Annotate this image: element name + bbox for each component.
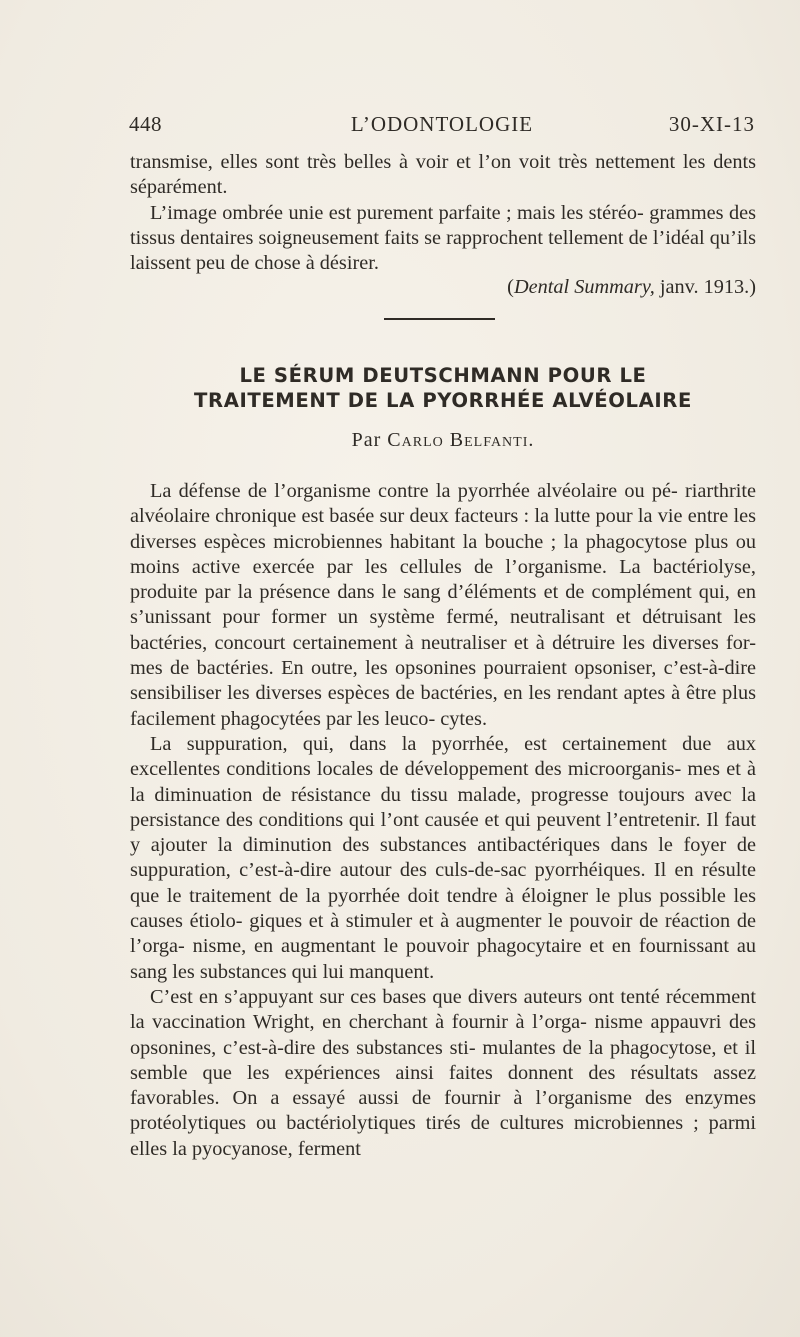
section-divider <box>384 318 495 320</box>
text-line: c’est-à-dire sensibiliser les diverses espèces de bactéries, en les <box>130 657 756 705</box>
text-line: giques et à stimuler et à augmenter le pouvoir de réaction de l’orga- <box>130 910 756 958</box>
text-line: rendant aptes à être plus facilement phagocytées par les leuco- <box>130 682 756 730</box>
source-date: janv. 1913. <box>659 276 750 298</box>
running-header <box>129 112 755 142</box>
text-line: transmise, elles sont très belles à voir et l’on voit très nettement les <box>130 151 706 173</box>
text-line: peuvent l’entretenir. Il faut y ajouter la diminution des substances <box>130 808 756 857</box>
source-title: Dental Summary, <box>513 276 655 298</box>
text-line: tellement de l’idéal qu’ils laissent peu de chose à désirer. <box>130 226 756 275</box>
text-line: La défense de l’organisme contre la pyorrhée alvéolaire ou pé- <box>150 480 678 502</box>
text-line: récemment la vaccination Wright, en cherchant à fournir à l’orga- <box>130 985 757 1034</box>
text-line: tirés de cultures microbiennes ; parmi elles la pyocyanose, ferment <box>130 1112 756 1160</box>
intro-paragraph-1 <box>130 150 756 201</box>
text-line: des culs-de-sac pyorrhéiques. Il en résulte que le traitement de <box>130 859 756 907</box>
issue-date: 30-XI-13 <box>668 112 755 136</box>
text-line: la bouche ; la phagocytose plus ou moins active exercée par les <box>130 530 756 578</box>
source-citation: (Dental Summary, janv. 1913.) <box>507 276 756 298</box>
article-paragraph-3 <box>130 985 756 1162</box>
text-line: fournir à l’organisme des enzymes protéolytiques ou bactériolytiques <box>130 1087 756 1135</box>
article-body <box>130 479 756 1162</box>
text-line: concourt certainement à neutraliser et à détruire les diverses for- <box>214 631 756 654</box>
text-line: former un système fermé, neutralisant et détruisant les bactéries, <box>130 606 757 654</box>
page-number: 448 <box>129 112 162 136</box>
article-paragraph-2 <box>130 732 756 985</box>
byline <box>130 429 756 452</box>
text-line: nisme appauvri des opsonines, c’est-à-dire des substances sti- <box>130 1011 756 1059</box>
byline-prefix: Par <box>351 429 382 451</box>
text-line: toujours avec la persistance des conditions qui l’ont causée et qui <box>130 783 756 831</box>
text-line: grammes des tissus dentaires soigneusement faits se rapprochent <box>130 201 757 249</box>
journal-title: L’ODONTOLOGIE <box>350 112 534 136</box>
text-line: antibactériques dans le foyer de suppuration, c’est-à-dire autour <box>130 834 756 882</box>
text-line: La suppuration, qui, dans la pyorrhée, est certainement due aux <box>150 732 756 755</box>
text-line: cytes. <box>440 707 488 730</box>
text-line: dans le sang d’éléments et de complément qui, en s’unissant pour <box>130 581 756 629</box>
text-line: mes de bactéries. En outre, les opsonines pourraient opsoniser, <box>130 657 657 680</box>
text-line: L’image ombrée unie est purement parfaite ; mais les stéréo- <box>150 201 644 224</box>
text-line: lutte pour la vie entre les diverses espèces microbiennes habitant <box>130 505 756 553</box>
text-line: mulantes de la phagocytose, et il semble que les expériences ainsi <box>130 1036 756 1084</box>
text-line: faites donnent des résultats assez favorables. On a essayé aussi de <box>130 1061 756 1110</box>
text-line: dents séparément. <box>130 151 756 199</box>
text-line: la pyorrhée doit tendre à éloigner le plus possible les causes étiolo- <box>130 884 756 933</box>
text-line: mes et à la diminuation de résistance du tissu malade, progresse <box>130 758 757 806</box>
article-title-line-1: LE SÉRUM DEUTSCHMANN POUR LE <box>239 364 647 387</box>
author-name: Carlo Belfanti. <box>387 429 535 451</box>
intro-text <box>130 150 756 276</box>
text-line: cellules de l’organisme. La bactériolyse, produite par la présence <box>130 555 756 604</box>
text-line: riarthrite alvéolaire chronique est basée sur deux facteurs : la <box>130 480 756 528</box>
text-line: au sang les substances qui lui manquent. <box>130 935 756 983</box>
article-title-line-2: TRAITEMENT DE LA PYORRHÉE ALVÉOLAIRE <box>194 389 692 412</box>
article-paragraph-1 <box>130 479 756 732</box>
intro-paragraph-2 <box>130 201 756 277</box>
text-line: nisme, en augmentant le pouvoir phagocytaire et en fournissant <box>192 935 729 958</box>
text-line: excellentes conditions locales de développement des microorganis- <box>130 758 682 781</box>
text-line: C’est en s’appuyant sur ces bases que divers auteurs ont tenté <box>150 985 660 1008</box>
